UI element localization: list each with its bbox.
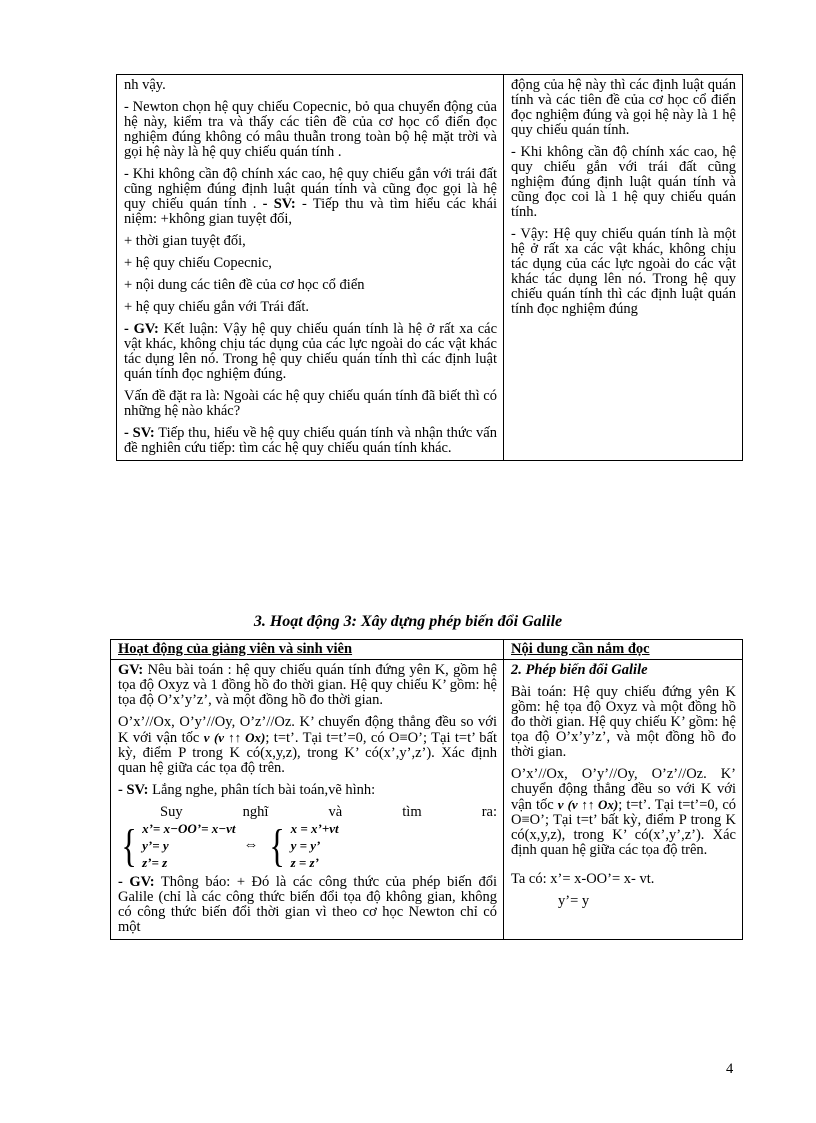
paragraph: - Khi không cần độ chính xác cao, hệ quy chiếu gắn với trái đất cũng nghiệm đúng định luật quán tính và cũng đọc coi là 1 hệ quy chiếu quán tính. — [511, 144, 736, 220]
activity-column — [111, 660, 504, 940]
list-item: + thời gian tuyệt đối, — [124, 233, 246, 249]
content-column — [504, 660, 743, 940]
equation-set-right — [291, 820, 339, 871]
activity-table — [110, 639, 743, 940]
gv-label: - GV: — [118, 874, 155, 890]
paragraph: động của hệ này thì các định luật quán tính và các tiên đề của cơ học cổ điển đọc nghiệm đúng và gọi hệ này là 1 hệ quy chiếu quán tính. — [511, 77, 736, 138]
paragraph-text: Kết luận: Vậy hệ quy chiếu quán tính là hệ ở rất xa các vật khác, không chịu tác dụng của các lực ngoài do các vật khác tác dụng lên nó. Trong hệ quy chiếu quán tính thì các định luật quán tính đọc nghiệm đúng. — [124, 321, 498, 382]
equation: x’= x−OO’= x−vt — [142, 821, 236, 836]
paragraph-text: O’x’//Ox, O’y’//Oy, O’z’//Oz. K’ chuyển động thẳng đều so với K với vận tốc — [118, 714, 497, 746]
sv-label: - SV: — [124, 425, 155, 441]
vector-v: v — [203, 730, 210, 745]
paragraph — [124, 167, 497, 227]
paragraph: Ta có: x’= x-OO’= x- vt. — [511, 871, 655, 887]
paragraph — [118, 875, 497, 935]
equation: y = y’ — [290, 838, 321, 853]
vector-parallel-ox: (v ↑↑ Ox) — [213, 730, 266, 745]
paragraph-text: ; t=t’. Tại t=t’=0, có O≡O’; Tại t=t’ bất kỳ, điểm P trong K có(x,y,z), trong K’ có(x’,y’,z’). Xác định quan hệ giữa các tọa độ trên. — [511, 797, 737, 858]
paragraph-text: Tiếp thu, hiểu về hệ quy chiếu quán tính và nhận thức vấn đề nghiên cứu tiếp: tìm các hệ quy chiếu quán tính khác. — [124, 425, 497, 456]
paragraph: - Newton chọn hệ quy chiếu Copecnic, bỏ qua chuyển động của hệ này, kiểm tra và thấy các tiên đề của cơ học cổ điển đọc nghiệm đúng không có mâu thuẫn trong toàn bộ hệ mặt trời và gọi hệ này là hệ quy chiếu quán tính . — [124, 99, 497, 160]
word: tìm — [402, 804, 422, 820]
paragraph-text: ; t=t’. Tại t=t’=0, có O≡O’; Tại t=t’ bất kỳ, điểm P trong K có(x,y,z), trong K’ có(x’,y’,z’). Xác định quan hệ giữa các tọa độ trên. — [118, 730, 498, 776]
equation: x = x’+vt — [290, 821, 339, 836]
vector-v: v — [557, 797, 564, 812]
paragraph-text: Lắng nghe, phân tích bài toán,vẽ hình: — [152, 782, 376, 798]
paragraph-text: - Tiếp thu và tìm hiểu các khái niệm: +không gian tuyệt đối, — [124, 196, 498, 227]
paragraph-text: Thông báo: + Đó là các công thức của phép biến đổi Galile (chỉ là các công thức biến đổi tọa độ không gian, không có công thức biến đổi thời gian vì theo cơ học Newton chỉ có một — [118, 874, 497, 935]
list-item: + hệ quy chiếu Copecnic, — [124, 255, 272, 271]
equation: y’= y — [142, 838, 169, 853]
header-content: Nội dung cần nắm đọc — [504, 640, 743, 660]
paragraph — [118, 783, 497, 798]
paragraph — [124, 322, 497, 382]
word: nghĩ — [242, 804, 269, 820]
page-number: 4 — [726, 1061, 734, 1077]
gv-label: - GV: — [124, 321, 159, 337]
paragraph — [118, 715, 497, 776]
paragraph-text: Nêu bài toán : hệ quy chiếu quán tính đứng yên K, gồm hệ tọa độ Oxyz và 1 đồng hồ đo thời gian. Hệ quy chiếu K’ gồm: hệ tọa độ O’x’y’z’, và một đồng hồ đo thời gian. — [118, 662, 497, 708]
paragraph: nh vậy. — [124, 77, 166, 93]
paragraph: Vấn đề đặt ra là: Ngoài các hệ quy chiếu quán tính đã biết thì có những hệ nào khác? — [124, 388, 497, 419]
content-column — [504, 75, 743, 461]
header-activity: Hoạt động của giảng viên và sinh viên — [111, 640, 504, 660]
sv-label: - SV: — [262, 196, 296, 212]
activity-column — [117, 75, 504, 461]
paragraph — [124, 426, 497, 456]
gv-label: GV: — [118, 662, 144, 678]
list-item: + nội dung các tiên đề của cơ học cổ điển — [124, 277, 365, 293]
galilean-equations — [118, 820, 339, 871]
content-heading: 2. Phép biến đổi Galile — [511, 662, 648, 678]
paragraph-text: O’x’//Ox, O’y’//Oy, O’z’//Oz. K’ chuyển động thẳng đều so với K với vận tốc — [511, 766, 736, 813]
vector-parallel-ox: (v ↑↑ Ox) — [567, 797, 619, 812]
word: Suy — [160, 804, 183, 820]
think-line — [118, 805, 497, 820]
activity-table-continued — [116, 74, 743, 461]
equation: z = z’ — [290, 855, 319, 870]
paragraph: Bài toán: Hệ quy chiếu đứng yên K gồm: hệ tọa độ Oxyz và một đồng hồ đo thời gian. Hệ quy chiếu K’ gồm: hệ tọa độ O’x’y’z’, và một đồng hồ đo thời gian. — [511, 684, 736, 760]
section-title: 3. Hoạt động 3: Xây dựng phép biến đổi Galile — [253, 613, 563, 630]
word: ra: — [481, 804, 497, 820]
paragraph-text: - Khi không cần độ chính xác cao, hệ quy chiếu gắn với trái đất cũng nghiệm đúng định luật quán tính và cũng đọc gọi là hệ quy chiếu quán tính . — [124, 166, 497, 212]
list-item: + hệ quy chiếu gắn với Trái đất. — [124, 299, 309, 315]
brace-icon: { — [269, 819, 286, 871]
paragraph — [511, 767, 736, 858]
brace-icon: { — [121, 819, 137, 871]
equation-set-left — [142, 820, 235, 871]
paragraph: - Vậy: Hệ quy chiếu quán tính là một hệ ở rất xa các vật khác, không chịu tác dụng của các lực ngoài do các vật khác tác dụng lên nó. Trong hệ quy chiếu quán tính thì các định luật quán tính đọc nghiệm đúng — [511, 226, 736, 317]
sv-label: - SV: — [118, 782, 149, 798]
paragraph: y’= y — [558, 893, 590, 909]
paragraph — [118, 663, 497, 708]
equation: z’= z — [142, 855, 168, 870]
word: và — [328, 804, 343, 820]
equivalence-arrow: ⇔ — [243, 837, 259, 853]
